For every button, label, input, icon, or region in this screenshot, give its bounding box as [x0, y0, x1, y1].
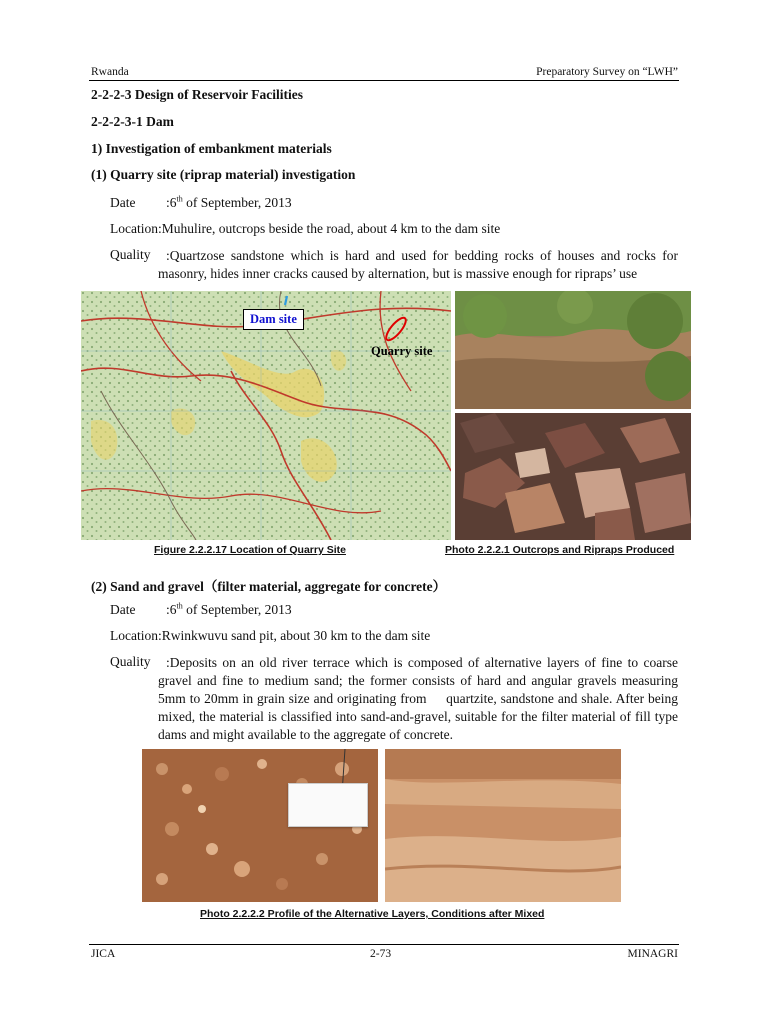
riprap-photo [455, 413, 691, 540]
quality-label: Quality [110, 654, 151, 669]
header-rule [89, 80, 679, 81]
location-label: Location [110, 628, 158, 643]
header-right: Preparatory Survey on “LWH” [536, 66, 678, 78]
footer-rule [89, 944, 679, 945]
sand-date-row [110, 601, 292, 618]
sand-heading: (2) Sand and gravel（filter material, aggregate for concrete） [91, 579, 447, 594]
photo1-caption: Photo 2.2.2.1 Outcrops and Ripraps Produced [445, 544, 675, 556]
quarry-location-map [81, 291, 451, 540]
mixed-layers-photo [385, 749, 621, 902]
quality-text: :Quartzose sandstone which is hard and used for bedding rocks of houses and rocks for masonry, hides inner cracks caused by alternation, but is massive enough for ripraps’ use [158, 248, 678, 281]
date-label: Date [110, 194, 136, 210]
sand-location-row [110, 628, 430, 644]
location-value: :Rwinkwuvu sand pit, about 30 km to the dam site [157, 628, 431, 643]
photo2-caption: Photo 2.2.2.2 Profile of the Alternative Layers, Conditions after Mixed [200, 908, 545, 920]
footer-left: JICA [91, 948, 116, 960]
location-label: Location [110, 221, 158, 236]
page-number: 2-73 [370, 948, 392, 960]
quality-label: Quality [110, 247, 151, 262]
sample-sign [288, 783, 368, 827]
header-left: Rwanda [91, 66, 129, 78]
date-label: Date [110, 601, 136, 617]
date-value: :6th of September, 2013 [166, 601, 292, 617]
outcrop-photo [455, 291, 691, 409]
quality-text: :Deposits on an old river terrace which is composed of alternative layers of fine to coarse gravel and fine to medium sand; the former consists of hard and angular gravels measuring 5mm to 20mm in grain size and originating from quartzite, sandstone and shale. After being mixed, the material is classified into sand-and-gravel, suitable for the filter material of fill type dams and might available to the aggregate of concrete. [158, 655, 678, 742]
quarry-location-row [110, 221, 500, 237]
sand-quality-row [110, 654, 678, 744]
footer-right: MINAGRI [627, 948, 678, 960]
date-value: :6th of September, 2013 [166, 194, 292, 210]
figure-caption: Figure 2.2.2.17 Location of Quarry Site [154, 544, 346, 556]
quarry-heading: (1) Quarry site (riprap material) investigation [91, 167, 356, 182]
topic-heading: 1) Investigation of embankment materials [91, 141, 332, 156]
subsection-heading: 2-2-2-3-1 Dam [91, 114, 174, 129]
quarry-site-label: Quarry site [371, 344, 433, 358]
dam-site-label: Dam site [243, 309, 304, 330]
quarry-quality-row [110, 247, 678, 283]
location-value: :Muhulire, outcrops beside the road, about 4 km to the dam site [157, 221, 501, 236]
quarry-date-row [110, 194, 292, 211]
gravel-profile-photo [142, 749, 378, 902]
section-heading: 2-2-2-3 Design of Reservoir Facilities [91, 87, 303, 102]
